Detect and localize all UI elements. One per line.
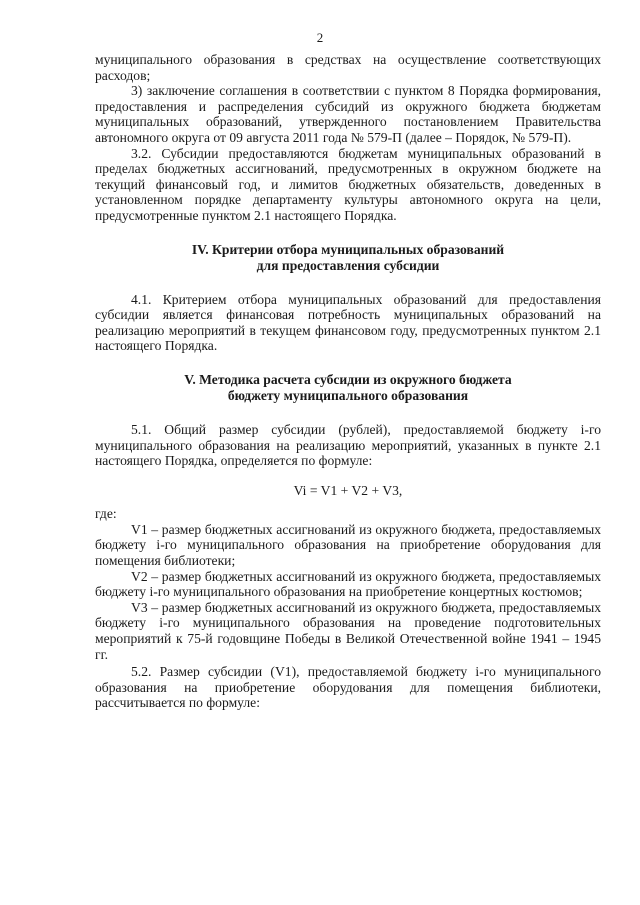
where-label: где: [95, 506, 117, 522]
definition-v3: V3 – размер бюджетных ассигнований из окружного бюджета, предоставляемых бюджету i-го муниципального образования на проведение подготовительных мероприятий к 75-й годовщине Победы в Великой Отечественной войне 1941 – 1945 гг. [95, 599, 601, 662]
paragraph-5-2: 5.2. Размер субсидии (V1), предоставляемой бюджету i-го муниципального образования на приобретение оборудования для помещения библиотеки, рассчитывается по формуле: [95, 664, 601, 711]
section-4-heading [95, 242, 601, 274]
section-5-heading [95, 372, 601, 404]
paragraph-item-3: 3) заключение соглашения в соответствии с пунктом 8 Порядка формирования, предоставления и распределения субсидий из окружного бюджета бюджетам муниципальных образований, утвержденного постановлением Правительства автономного округа от 09 августа 2011 года № 579-П (далее – Порядок, № 579-П). [95, 83, 601, 145]
paragraph-3-2: 3.2. Субсидии предоставляются бюджетам муниципальных образований в пределах бюджетных ассигнований, предусмотренных в окружном бюджете на текущий финансовый год, и лимитов бюджетных обязательств, доведенных в установленном порядке департаменту культуры автономного округа на цели, предусмотренные пунктом 2.1 настоящего Порядка. [95, 145, 601, 223]
definition-v2: V2 – размер бюджетных ассигнований из окружного бюджета, предоставляемых бюджету i-го муниципального образования на приобретение концертных костюмов; [95, 568, 601, 600]
paragraph-continuation: муниципального образования в средствах на осуществление соответствующих расходов; [95, 52, 601, 83]
page-number: 2 [316, 30, 324, 45]
paragraph-5-1: 5.1. Общий размер субсидии (рублей), предоставляемой бюджету i-го муниципального образования на реализацию мероприятий, указанных в пункте 2.1 настоящего Порядка, определяется по формуле: [95, 421, 601, 469]
document-body [95, 52, 601, 711]
section-5-title-line2: бюджету муниципального образования [227, 387, 469, 403]
section-4-title-line2: для предоставления субсидии [256, 257, 440, 273]
paragraph-4-1: 4.1. Критерием отбора муниципальных образований для предоставления субсидии является финансовая потребность муниципальных образований на реализацию мероприятий в текущем финансовом году, предусмотренных пунктом 2.1 настоящего Порядка. [95, 291, 601, 354]
section-5-title-line1: V. Методика расчета субсидии из окружного бюджета [184, 371, 512, 387]
formula: Vi = V1 + V2 + V3, [293, 482, 403, 498]
definition-v1: V1 – размер бюджетных ассигнований из окружного бюджета, предоставляемых бюджету i-го муниципального образования на приобретение оборудования для помещения библиотеки; [95, 521, 601, 569]
section-4-title-line1: IV. Критерии отбора муниципальных образований [191, 241, 505, 257]
